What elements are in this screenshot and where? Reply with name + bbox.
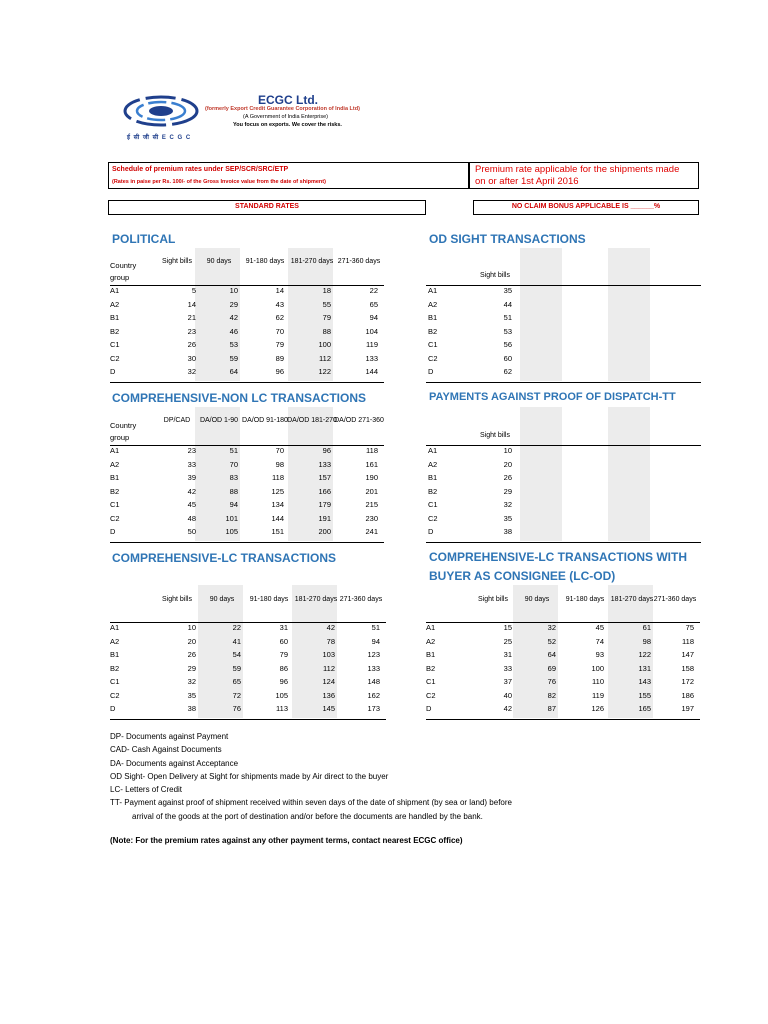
comp_lc_od-value: 15: [503, 623, 512, 632]
note-da: DA- Documents against Acceptance: [110, 758, 239, 768]
od_sight-bottom-line: [426, 382, 701, 383]
comp_lc-header-1: 90 days: [209, 595, 235, 603]
comp_non_lc-header-3: DA/OD 181-270: [287, 416, 337, 424]
political-country-group-label: Country group: [110, 261, 137, 282]
comp_lc_od-bottom-line: [426, 719, 700, 720]
od_sight-group-label: B2: [428, 326, 438, 336]
comp_non_lc-value: 215: [365, 500, 378, 509]
political-value: 53: [229, 340, 238, 349]
political-value: 79: [275, 340, 284, 349]
payments_tt-value: 35: [503, 513, 512, 523]
payments_tt-value: 10: [503, 446, 512, 455]
comp_lc_od-value: 42: [503, 704, 512, 713]
comp_lc_od-value: 76: [547, 677, 556, 686]
comp_lc-group-label: B2: [110, 663, 120, 673]
comp_non_lc-value: 96: [322, 446, 331, 455]
comp_non_lc-value: 200: [318, 527, 331, 536]
political-value: 46: [229, 326, 238, 336]
comp_non_lc-value: 166: [318, 486, 331, 496]
political-title: POLITICAL: [112, 232, 176, 246]
comp_lc_od-value: 147: [681, 650, 694, 659]
od_sight-group-label: B1: [428, 313, 438, 322]
comp_lc-header-0: Sight bills: [162, 595, 192, 603]
comp_lc-value: 103: [322, 650, 335, 659]
political-value: 64: [229, 367, 238, 376]
political-value: 30: [187, 353, 196, 363]
comp_lc_od-value: 37: [503, 677, 512, 686]
political-value: 29: [229, 299, 238, 309]
comp_lc_od-value: 69: [547, 663, 556, 673]
political-value: 5: [191, 286, 196, 295]
comp_non_lc-value: 125: [271, 486, 284, 496]
comp_lc_od-header-3: 181-270 days: [610, 595, 654, 603]
company-name: ECGC Ltd.: [258, 93, 318, 107]
comp_lc-value: 54: [232, 650, 241, 659]
comp_non_lc-value: 118: [366, 446, 378, 455]
political-value: 22: [369, 286, 378, 295]
comp_lc_od-value: 33: [503, 663, 512, 673]
comp_lc-value: 86: [279, 663, 288, 673]
comp_lc_od-group-label: A1: [426, 623, 436, 632]
comp_lc-value: 42: [326, 623, 335, 632]
comp_lc_od-value: 74: [595, 636, 604, 646]
political-value: 23: [187, 326, 196, 336]
payments_tt-header: Sight bills: [480, 432, 510, 439]
comp_lc_od-value: 186: [681, 690, 694, 700]
od_sight-value: 35: [503, 286, 512, 295]
comp_lc-header-line: [110, 622, 386, 623]
comp_non_lc-value: 201: [365, 486, 378, 496]
comp_non_lc-value: 70: [275, 446, 284, 455]
comp_lc_od-value: 165: [638, 704, 651, 713]
comp_lc_od-value: 75: [685, 623, 694, 632]
payments_tt-group-label: C1: [428, 500, 438, 509]
comp_lc_od-value: 131: [638, 663, 651, 673]
comp_lc_od-value: 87: [547, 704, 556, 713]
political-group-label: B1: [110, 313, 120, 322]
comp_lc-value: 32: [187, 677, 196, 686]
payments_tt-group-label: A1: [428, 446, 438, 455]
comp_lc_od-value: 100: [591, 663, 604, 673]
payments_tt-bottom-line: [426, 542, 701, 543]
political-group-label: B2: [110, 326, 120, 336]
political-group-label: A2: [110, 299, 120, 309]
political-header-line: [110, 285, 384, 286]
comp_lc-value: 133: [367, 663, 380, 673]
comp_non_lc-value: 42: [187, 486, 196, 496]
political-value: 94: [369, 313, 378, 322]
comp_lc_od-value: 93: [595, 650, 604, 659]
logo-text: ई सी जी सी E C G C: [127, 135, 192, 141]
comp_lc_od-value: 143: [638, 677, 651, 686]
company-govt: (A Government of India Enterprise): [243, 114, 328, 120]
comp_lc-group-label: C2: [110, 690, 120, 700]
od_sight-group-label: C2: [428, 353, 438, 363]
payments_tt-value: 32: [503, 500, 512, 509]
payments_tt-value: 20: [503, 459, 512, 469]
comp_lc_od-value: 158: [681, 663, 694, 673]
comp_non_lc-value: 23: [187, 446, 196, 455]
political-value: 89: [275, 353, 284, 363]
comp_lc-header-3: 181-270 days: [294, 595, 338, 603]
payments_tt-value: 26: [503, 473, 512, 482]
comp_lc-group-label: A2: [110, 636, 120, 646]
note-cad: CAD- Cash Against Documents: [110, 745, 222, 755]
comp_lc-value: 51: [371, 623, 380, 632]
comp_non_lc-value: 51: [229, 446, 238, 455]
od_sight-group-label: A2: [428, 299, 438, 309]
comp_lc_od-value: 61: [642, 623, 651, 632]
payments_tt-header-line: [426, 445, 701, 446]
comp_non_lc-value: 33: [187, 459, 196, 469]
comp_lc_od-value: 32: [547, 623, 556, 632]
od_sight-group-label: C1: [428, 340, 438, 349]
comp_lc-group-label: C1: [110, 677, 120, 686]
comp_lc-value: 173: [367, 704, 380, 713]
comp_non_lc-value: 157: [318, 473, 331, 482]
comp_lc_od-value: 172: [681, 677, 694, 686]
payments-tt-title: PAYMENTS AGAINST PROOF OF DISPATCH-TT: [429, 391, 676, 403]
political-value: 100: [318, 340, 331, 349]
political-group-label: D: [110, 367, 116, 376]
comp_lc-value: 123: [367, 650, 380, 659]
od_sight-value: 53: [503, 326, 512, 336]
comp_non_lc-header-0: DP/CAD: [163, 416, 191, 424]
comp_non_lc-value: 134: [271, 500, 284, 509]
od_sight-header: Sight bills: [480, 272, 510, 279]
political-value: 10: [229, 286, 238, 295]
comp_lc_od-value: 122: [638, 650, 651, 659]
political-header-4: 271-360 days: [337, 257, 381, 265]
note-tt: TT- Payment against proof of shipment received within seven days of the date of shipment (by sea or land) before: [110, 798, 512, 808]
comp_lc_od-value: 118: [682, 636, 694, 646]
od_sight-group-label: D: [428, 367, 434, 376]
comp_lc_od-header-2: 91-180 days: [565, 595, 605, 603]
comp_lc-value: 65: [232, 677, 241, 686]
standard-rates-label: STANDARD RATES: [235, 203, 299, 210]
comp_lc-value: 78: [326, 636, 335, 646]
comp_lc-value: 105: [275, 690, 288, 700]
political-value: 59: [229, 353, 238, 363]
comp_non_lc-bottom-line: [110, 542, 384, 543]
political-value: 112: [319, 353, 331, 363]
comp_lc-value: 38: [187, 704, 196, 713]
political-header-1: 90 days: [206, 257, 232, 265]
comp_lc_od-header-line: [426, 622, 700, 623]
comp_lc-value: 60: [279, 636, 288, 646]
comp_lc-group-label: B1: [110, 650, 120, 659]
od_sight-value: 60: [503, 353, 512, 363]
political-value: 79: [322, 313, 331, 322]
payments_tt-value: 38: [503, 527, 512, 536]
comp_lc-bottom-line: [110, 719, 386, 720]
note-od: OD Sight- Open Delivery at Sight for shipments made by Air direct to the buyer: [110, 771, 389, 781]
comp_lc-value: 112: [323, 663, 335, 673]
comp_lc-header-2: 91-180 days: [249, 595, 289, 603]
political-value: 55: [322, 299, 331, 309]
comp_non_lc-value: 98: [275, 459, 284, 469]
political-value: 18: [322, 286, 331, 295]
note-lc: LC- Letters of Credit: [110, 785, 183, 795]
political-group-label: A1: [110, 286, 120, 295]
comp_non_lc-value: 191: [318, 513, 331, 523]
comp_non_lc-value: 151: [271, 527, 284, 536]
applicable-text: Premium rate applicable for the shipments made on or after 1st April 2016: [475, 164, 680, 187]
comp_non_lc-value: 50: [187, 527, 196, 536]
comp_lc-value: 145: [322, 704, 335, 713]
political-value: 104: [365, 326, 378, 336]
od_sight-value: 56: [503, 340, 512, 349]
comp_lc-value: 113: [276, 704, 288, 713]
note-tt-cont: arrival of the goods at the port of destination and/or before the documents are handled by the bank.: [132, 811, 483, 821]
comp_lc_od-value: 155: [638, 690, 651, 700]
political-value: 62: [275, 313, 284, 322]
political-value: 21: [187, 313, 196, 322]
comp_lc_od-group-label: D: [426, 704, 432, 713]
comp_non_lc-value: 105: [225, 527, 238, 536]
payments_tt-group-label: C2: [428, 513, 438, 523]
comp_non_lc-country-group-label: Country group: [110, 421, 137, 442]
comp_lc_od-value: 82: [547, 690, 556, 700]
od_sight-value: 62: [503, 367, 512, 376]
comp-lc-title: COMPREHENSIVE-LC TRANSACTIONS: [112, 551, 337, 565]
comp_lc_od-value: 40: [503, 690, 512, 700]
final-note: (Note: For the premium rates against any other payment terms, contact nearest ECGC office): [110, 836, 463, 845]
political-group-label: C2: [110, 353, 120, 363]
comp_non_lc-header-line: [110, 445, 384, 446]
comp_non_lc-value: 179: [318, 500, 331, 509]
comp_lc-value: 79: [279, 650, 288, 659]
comp_lc_od-header-1: 90 days: [524, 595, 550, 603]
comp_non_lc-value: 161: [365, 459, 378, 469]
note-dp: DP- Documents against Payment: [110, 732, 229, 741]
political-bottom-line: [110, 382, 384, 383]
comp_lc-value: 72: [232, 690, 241, 700]
comp_non_lc-header-1: DA/OD 1-90: [199, 416, 239, 424]
od_sight-shade: [520, 248, 562, 381]
comp_lc_od-value: 119: [592, 690, 604, 700]
od_sight-shade: [608, 248, 650, 381]
comp_lc-value: 41: [232, 636, 241, 646]
comp_lc-value: 162: [367, 690, 380, 700]
political-value: 133: [365, 353, 378, 363]
political-value: 65: [369, 299, 378, 309]
comp_non_lc-value: 88: [229, 486, 238, 496]
comp_non_lc-group-label: A1: [110, 446, 120, 455]
comp_non_lc-value: 144: [271, 513, 284, 523]
political-value: 26: [187, 340, 196, 349]
comp_lc_od-value: 110: [592, 677, 604, 686]
comp_lc-value: 35: [187, 690, 196, 700]
comp_lc_od-value: 98: [642, 636, 651, 646]
political-value: 42: [229, 313, 238, 322]
comp_non_lc-value: 83: [229, 473, 238, 482]
political-header-3: 181-270 days: [290, 257, 334, 265]
company-former-name: (formerly Export Credit Guarantee Corporation of India Ltd): [205, 106, 360, 112]
comp-lc-od-title-1: COMPREHENSIVE-LC TRANSACTIONS WITH: [429, 550, 687, 564]
abbreviation-notes: [110, 730, 512, 823]
comp_non_lc-value: 118: [272, 473, 284, 482]
comp_non_lc-group-label: B1: [110, 473, 120, 482]
od_sight-header-line: [426, 285, 701, 286]
comp_lc-value: 94: [371, 636, 380, 646]
comp_non_lc-group-label: C2: [110, 513, 120, 523]
comp_lc-value: 59: [232, 663, 241, 673]
payments_tt-group-label: B1: [428, 473, 438, 482]
comp_non_lc-value: 94: [229, 500, 238, 509]
political-value: 43: [275, 299, 284, 309]
comp_lc-value: 136: [322, 690, 335, 700]
comp_non_lc-value: 190: [365, 473, 378, 482]
comp_lc_od-header-0: Sight bills: [478, 595, 508, 603]
comp_lc_od-value: 45: [595, 623, 604, 632]
payments_tt-shade: [608, 407, 650, 541]
comp_lc_od-value: 52: [547, 636, 556, 646]
comp_lc_od-group-label: A2: [426, 636, 436, 646]
political-value: 96: [275, 367, 284, 376]
payments_tt-shade: [520, 407, 562, 541]
political-value: 119: [366, 340, 378, 349]
comp_lc_od-header-4: 271-360 days: [653, 595, 697, 603]
schedule-note: (Rates in paise per Rs. 100/- of the Gross Invoice value from the date of shipment): [112, 179, 326, 185]
comp_lc-value: 76: [232, 704, 241, 713]
payments_tt-group-label: B2: [428, 486, 438, 496]
comp_non_lc-value: 101: [225, 513, 238, 523]
comp-lc-od-title-2: BUYER AS CONSIGNEE (LC-OD): [429, 569, 616, 583]
comp_lc-value: 29: [187, 663, 196, 673]
comp-non-lc-title: COMPREHENSIVE-NON LC TRANSACTIONS: [112, 391, 367, 405]
political-value: 88: [322, 326, 331, 336]
od_sight-value: 51: [503, 313, 512, 322]
comp_lc-group-label: D: [110, 704, 116, 713]
comp_non_lc-value: 45: [187, 500, 196, 509]
payments_tt-group-label: A2: [428, 459, 438, 469]
political-header-2: 91-180 days: [245, 257, 285, 265]
schedule-title: Schedule of premium rates under SEP/SCR/SRC/ETP: [112, 166, 289, 173]
political-header-0: Sight bills: [162, 257, 192, 265]
comp_non_lc-header-2: DA/OD 91-180: [242, 416, 288, 424]
political-value: 70: [275, 326, 284, 336]
comp_lc_od-group-label: C2: [426, 690, 436, 700]
political-value: 14: [275, 286, 284, 295]
comp_lc_od-value: 197: [681, 704, 694, 713]
comp_non_lc-group-label: A2: [110, 459, 120, 469]
comp_lc_od-value: 25: [503, 636, 512, 646]
no-claim-bonus-label: NO CLAIM BONUS APPLICABLE IS ______%: [511, 203, 661, 210]
comp_lc_od-group-label: C1: [426, 677, 436, 686]
comp_non_lc-value: 48: [187, 513, 196, 523]
comp_lc-value: 20: [187, 636, 196, 646]
comp_lc_od-group-label: B2: [426, 663, 436, 673]
comp_lc-value: 22: [232, 623, 241, 632]
comp_lc-value: 31: [279, 623, 288, 632]
political-value: 122: [318, 367, 331, 376]
comp_lc-value: 148: [367, 677, 380, 686]
comp_lc-group-label: A1: [110, 623, 120, 632]
comp_lc-header-4: 271-360 days: [339, 595, 383, 603]
comp_lc_od-value: 126: [591, 704, 604, 713]
comp_lc-value: 10: [187, 623, 196, 632]
comp_non_lc-value: 70: [229, 459, 238, 469]
company-tagline: You focus on exports. We cover the risks.: [233, 122, 342, 128]
political-group-label: C1: [110, 340, 120, 349]
political-value: 144: [365, 367, 378, 376]
comp_non_lc-value: 241: [365, 527, 378, 536]
comp_lc-value: 124: [322, 677, 335, 686]
comp_non_lc-group-label: B2: [110, 486, 120, 496]
political-value: 14: [187, 299, 196, 309]
comp_non_lc-group-label: C1: [110, 500, 120, 509]
comp_non_lc-group-label: D: [110, 527, 116, 536]
comp_lc_od-value: 64: [547, 650, 556, 659]
payments_tt-value: 29: [503, 486, 512, 496]
od-sight-title: OD SIGHT TRANSACTIONS: [429, 232, 586, 246]
political-value: 32: [187, 367, 196, 376]
payments_tt-group-label: D: [428, 527, 434, 536]
comp_lc-value: 26: [187, 650, 196, 659]
od_sight-group-label: A1: [428, 286, 438, 295]
od_sight-value: 44: [503, 299, 512, 309]
comp_lc-value: 96: [279, 677, 288, 686]
comp_non_lc-header-4: DA/OD 271-360: [334, 416, 384, 424]
comp_non_lc-value: 39: [187, 473, 196, 482]
comp_lc_od-value: 31: [503, 650, 512, 659]
comp_lc_od-group-label: B1: [426, 650, 436, 659]
comp_non_lc-value: 133: [318, 459, 331, 469]
comp_non_lc-value: 230: [365, 513, 378, 523]
